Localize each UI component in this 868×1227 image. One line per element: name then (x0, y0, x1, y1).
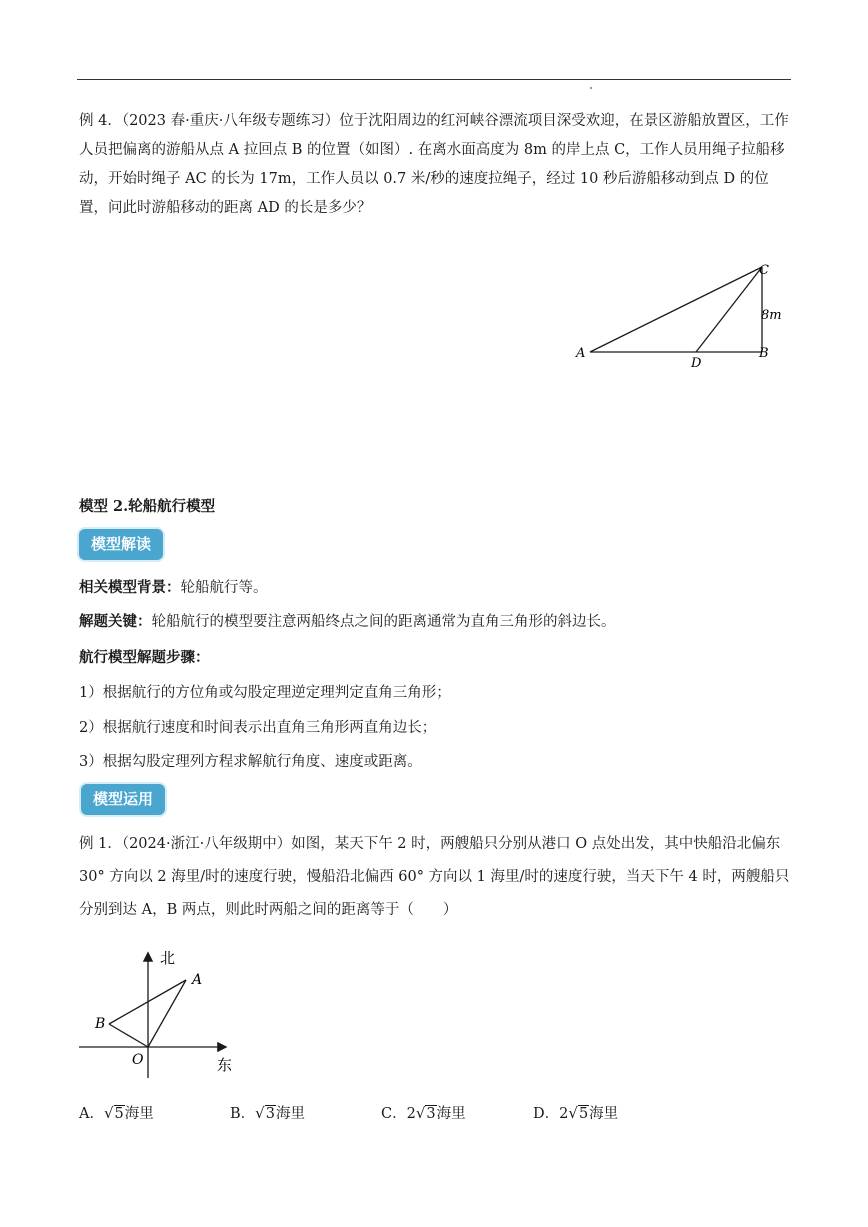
label-d: D (691, 356, 702, 371)
segment-ac (590, 267, 762, 352)
option-c-coef: 2 (406, 1106, 416, 1122)
header-dot (590, 87, 592, 89)
sqrt-icon: √5 (103, 1104, 124, 1122)
model-2-heading: 模型 2.轮船航行模型 (79, 498, 216, 515)
example-4-figure (570, 255, 790, 375)
key-text: 轮船航行的模型要注意两船终点之间的距离通常为直角三角形的斜边长。 (151, 614, 616, 630)
option-a-radicand: 5 (114, 1106, 124, 1122)
option-a-unit: 海里 (124, 1106, 154, 1122)
label-a: A (576, 346, 586, 361)
step-1: 1）根据航行的方位角或勾股定理逆定理判定直角三角形； (79, 685, 451, 701)
sqrt-icon: √5 (568, 1104, 589, 1122)
step-2: 2）根据航行速度和时间表示出直角三角形两直角边长； (79, 720, 437, 736)
option-d[interactable] (533, 1102, 618, 1123)
background-line (79, 576, 268, 597)
badge-model-interpret: 模型解读 (79, 529, 163, 560)
option-c-unit: 海里 (436, 1106, 466, 1122)
option-a[interactable] (79, 1102, 154, 1123)
option-c-radicand: 3 (426, 1106, 436, 1122)
label-b: B (95, 1016, 106, 1032)
option-b-unit: 海里 (275, 1106, 305, 1122)
header-rule (77, 79, 791, 80)
background-label: 相关模型背景： (79, 579, 181, 596)
option-b-letter: B． (230, 1106, 256, 1122)
key-label: 解题关键： (79, 613, 152, 630)
key-line (79, 610, 616, 631)
segment-ob (109, 1024, 148, 1047)
segment-oa (148, 980, 186, 1047)
example-1-text: 例 1．（2024·浙江·八年级期中）如图，某天下午 2 时，两艘船只分别从港口 O 点处出发，其中快船沿北偏东 30° 方向以 2 海里/时的速度行驶，慢船沿北偏西 60° 方向以 1 海里/时的速度行驶，当天下午 4 时，两艘船只分别到达 A，B 两点，则此时两船之间的距离等于（ ） (79, 836, 790, 918)
label-c: C (759, 263, 769, 278)
option-b[interactable] (230, 1102, 305, 1123)
option-d-coef: 2 (559, 1106, 569, 1122)
option-c-letter: C． (381, 1106, 407, 1122)
example-4-text: 例 4．（2023 春·重庆·八年级专题练习）位于沈阳周边的红河峡谷漂流项目深受欢迎，在景区游船放置区，工作人员把偏离的游船从点 A 拉回点 B 的位置（如图）. 在离水面高度为 8m 的岸上点 C，工作人员用绳子拉船移动，开始时绳子 AC 的长为 17m，工作人员以 0.7 米/秒的速度拉绳子，经过 10 秒后游船移动到点 D 的位置，问此时游船移动的距离 AD 的长是多少？ (79, 113, 789, 216)
sqrt-icon: √3 (255, 1104, 275, 1122)
option-d-radicand: 5 (578, 1106, 589, 1122)
steps-label: 航行模型解题步骤： (79, 649, 210, 666)
option-b-radicand: 3 (265, 1106, 275, 1122)
label-north: 北 (160, 949, 176, 967)
label-o: O (132, 1052, 144, 1068)
label-east: 东 (217, 1056, 233, 1074)
option-d-letter: D． (533, 1106, 560, 1122)
label-height: 8m (761, 308, 782, 323)
option-c[interactable] (381, 1102, 466, 1123)
option-a-letter: A． (79, 1106, 104, 1122)
step-3: 3）根据勾股定理列方程求解航行角度、速度或距离。 (79, 754, 422, 770)
label-b: B (759, 346, 769, 361)
option-d-unit: 海里 (589, 1106, 619, 1122)
sqrt-icon: √3 (415, 1104, 436, 1122)
example-1-figure (75, 942, 240, 1082)
segment-dc (696, 267, 762, 352)
label-a: A (192, 972, 203, 988)
background-text: 轮船航行等。 (180, 580, 268, 596)
badge-model-apply: 模型运用 (81, 784, 165, 815)
